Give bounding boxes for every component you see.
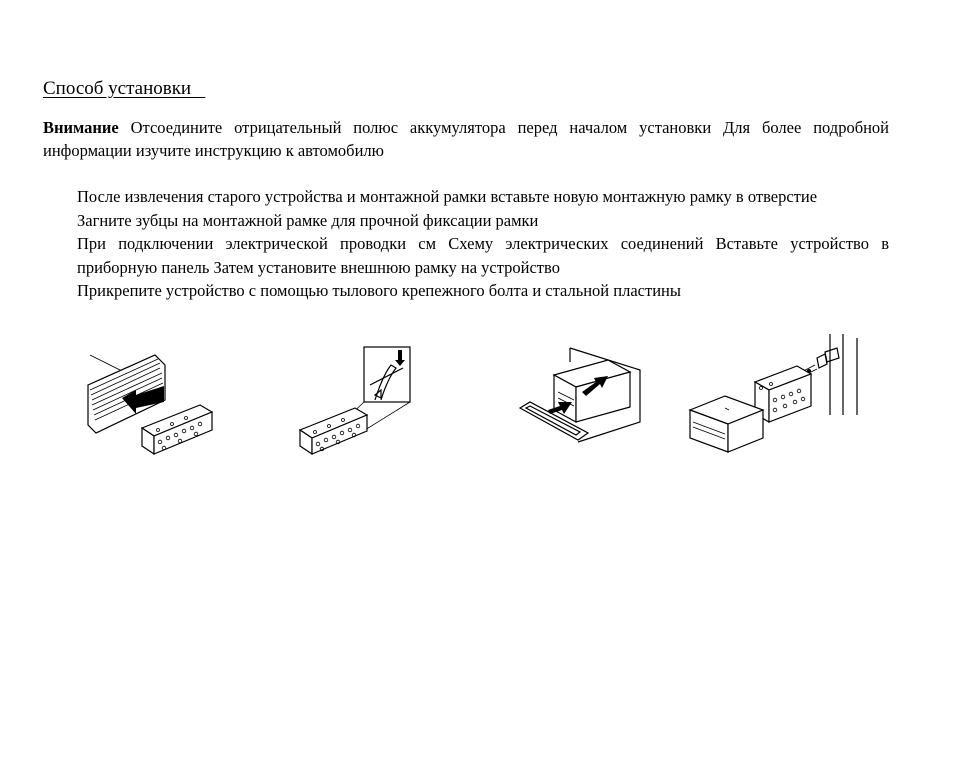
rear-bolt-mounting-illustration <box>685 330 885 455</box>
insert-unit-and-trim-ring-illustration <box>518 330 648 455</box>
warning-paragraph <box>43 116 889 162</box>
warning-label: Внимание <box>43 118 119 137</box>
warning-text: Отсоедините отрицательный полюс аккумулятора перед началом установки Для более подробной информации изучите инструкцию к автомобилю <box>43 118 889 160</box>
step-1: После извлечения старого устройства и монтажной рамки вставьте новую монтажную рамку в отверстие <box>77 187 818 206</box>
insert-frame-into-dashboard-illustration <box>80 330 230 455</box>
installation-steps <box>77 185 889 303</box>
section-title: Способ установки <box>43 78 206 99</box>
step-3: При подключении электрической проводки см Схему электрических соединений Вставьте устройство в приборную панель Затем установите внешнюю рамку на устройство <box>77 234 889 277</box>
step-2: Загните зубцы на монтажной рамке для прочной фиксации рамки <box>77 210 539 230</box>
illustrations-row <box>70 330 890 460</box>
bend-tabs-illustration <box>295 330 495 455</box>
step-4: Прикрепите устройство с помощью тылового крепежного болта и стальной пластины <box>77 281 681 300</box>
